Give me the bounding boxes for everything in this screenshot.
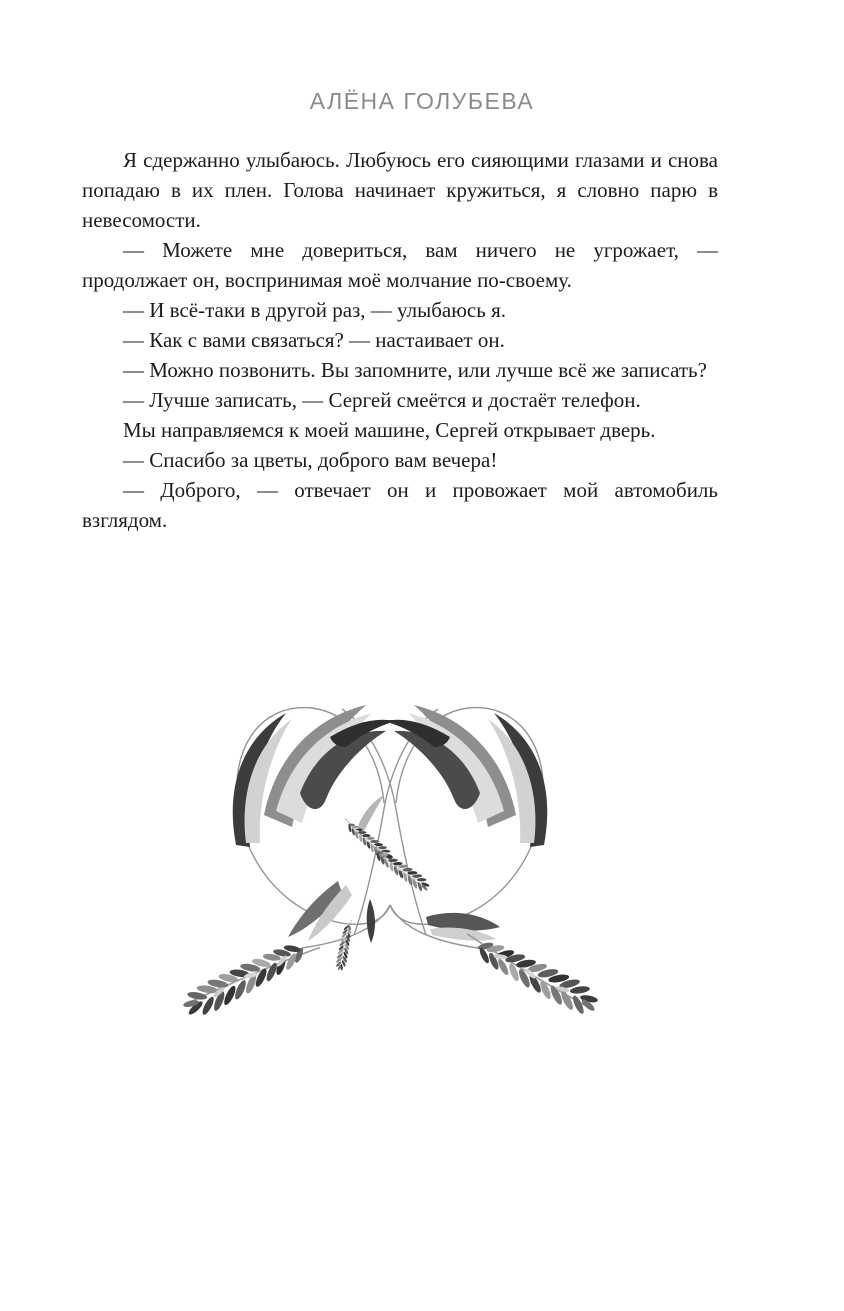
heart-stems [237,708,543,948]
lavender-heart-illustration [180,685,640,1035]
paragraph: — И всё-таки в другой раз, — улыбаюсь я. [123,298,506,322]
lavender-cluster-bottom [334,918,355,971]
leaf-flourish-right [384,705,547,847]
paragraph: — Можно позвонить. Вы запомните, или лучше всё же записать? [123,358,707,382]
paragraph: Я сдержанно улыбаюсь. Любуюсь его сияющими глазами и снова попадаю в их плен. Голова начинает кружиться, я словно парю в невесомости. [82,148,718,232]
leaf-flourish-left [233,705,396,847]
chapter-end-ornament [180,685,640,1035]
paragraph: — Можете мне довериться, вам ничего не угрожает, — продолжает он, воспринимая моё молчание по-своему. [82,238,718,292]
paragraph: — Доброго, — отвечает он и провожает мой автомобиль взглядом. [82,478,718,532]
lavender-spike-left [180,925,324,1025]
paragraph: — Как с вами связаться? — настаивает он. [123,328,505,352]
page-header-author: АЛЁНА ГОЛУБЕВА [309,88,535,114]
paragraph: Мы направляемся к моей машине, Сергей открывает дверь. [123,418,656,442]
paragraph: — Спасибо за цветы, доброго вам вечера! [123,448,498,472]
body-text [82,145,718,535]
paragraph: — Лучше записать, — Сергей смеётся и достаёт телефон. [123,388,641,412]
